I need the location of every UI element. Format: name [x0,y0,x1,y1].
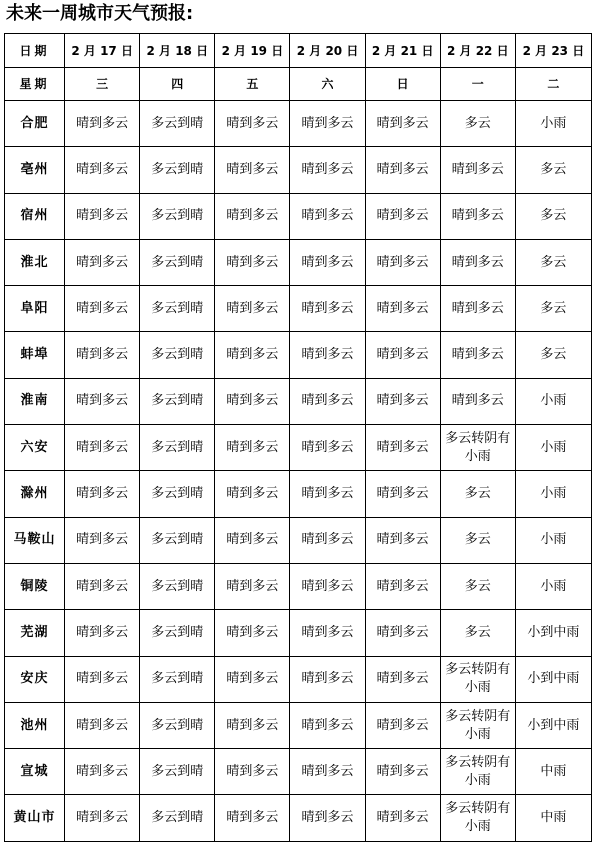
forecast-text: 晴到多云 [301,347,354,363]
forecast-text: 晴到多云 [301,393,354,409]
forecast-cell [65,332,140,378]
forecast-cell [140,749,215,795]
forecast-cell [290,749,365,795]
forecast-cell [515,610,591,656]
forecast-cell [440,332,515,378]
forecast-text: 晴到多云 [76,300,129,316]
forecast-text: 中雨 [540,810,567,826]
forecast-text: 晴到多云 [376,347,429,363]
forecast-cell [365,610,440,656]
forecast-cell [215,332,290,378]
forecast-cell [515,378,591,424]
forecast-text: 小到中雨 [527,624,580,640]
table-row [5,471,592,517]
forecast-cell [365,425,440,471]
forecast-cell [440,286,515,332]
forecast-cell [365,332,440,378]
forecast-text: 多云到晴 [151,532,204,548]
forecast-text: 晴到多云 [301,161,354,177]
forecast-cell [440,378,515,424]
forecast-cell [215,239,290,285]
forecast-cell [65,101,140,147]
forecast-cell [290,795,365,841]
forecast-cell [65,610,140,656]
forecast-cell [215,193,290,239]
forecast-cell [440,517,515,563]
forecast-text: 多云转阴有小雨 [445,801,511,835]
table-row [5,610,592,656]
forecast-cell [365,147,440,193]
forecast-text: 小雨 [540,115,567,131]
date-header-cell: 2 月 23 日 [515,34,591,68]
forecast-cell [290,610,365,656]
forecast-text: 多云 [464,486,491,502]
forecast-cell [215,517,290,563]
city-name-cell: 阜阳 [5,286,65,332]
forecast-cell [215,286,290,332]
forecast-cell [140,517,215,563]
forecast-cell [365,517,440,563]
forecast-cell [215,147,290,193]
city-name-cell: 蚌埠 [5,332,65,378]
forecast-text: 晴到多云 [226,532,279,548]
weekday-header-cell: 二 [515,68,591,101]
forecast-text: 多云转阴有小雨 [445,708,511,742]
forecast-cell [140,193,215,239]
table-row [5,656,592,702]
forecast-text: 多云转阴有小雨 [445,662,511,696]
forecast-text: 晴到多云 [226,439,279,455]
forecast-text: 多云转阴有小雨 [445,430,511,464]
forecast-cell [290,425,365,471]
forecast-text: 多云 [540,347,567,363]
forecast-text: 晴到多云 [301,208,354,224]
forecast-text: 小雨 [540,393,567,409]
forecast-text: 晴到多云 [451,208,504,224]
table-row [5,749,592,795]
table-row [5,286,592,332]
forecast-cell [215,749,290,795]
forecast-text: 多云到晴 [151,347,204,363]
forecast-cell [365,795,440,841]
forecast-cell [290,517,365,563]
weekday-header-row [5,68,592,101]
forecast-cell [515,147,591,193]
table-row [5,378,592,424]
forecast-text: 晴到多云 [376,393,429,409]
forecast-cell [65,193,140,239]
forecast-text: 晴到多云 [376,763,429,779]
forecast-text: 小到中雨 [527,717,580,733]
table-row [5,193,592,239]
forecast-cell [365,378,440,424]
forecast-text: 晴到多云 [301,717,354,733]
forecast-text: 小雨 [540,486,567,502]
city-name-cell: 安庆 [5,656,65,702]
forecast-text: 晴到多云 [226,810,279,826]
weekday-header-cell: 一 [440,68,515,101]
forecast-cell [140,656,215,702]
forecast-text: 多云 [540,208,567,224]
city-name-cell: 马鞍山 [5,517,65,563]
forecast-cell [140,471,215,517]
date-header-row [5,34,592,68]
forecast-text: 晴到多云 [376,115,429,131]
city-name-cell: 淮北 [5,239,65,285]
forecast-cell [65,517,140,563]
city-name-cell: 淮南 [5,378,65,424]
forecast-cell [65,795,140,841]
forecast-text: 晴到多云 [76,254,129,270]
forecast-text: 晴到多云 [301,439,354,455]
forecast-text: 晴到多云 [451,254,504,270]
forecast-cell [65,749,140,795]
forecast-cell [290,378,365,424]
forecast-text: 多云 [464,115,491,131]
forecast-text: 晴到多云 [376,300,429,316]
forecast-text: 多云到晴 [151,208,204,224]
forecast-text: 晴到多云 [226,578,279,594]
forecast-cell [515,332,591,378]
forecast-cell [290,702,365,748]
forecast-text: 晴到多云 [376,717,429,733]
forecast-cell [65,656,140,702]
forecast-cell [65,239,140,285]
forecast-cell [365,656,440,702]
forecast-cell [215,610,290,656]
forecast-cell [515,517,591,563]
forecast-cell [440,147,515,193]
city-name-cell: 铜陵 [5,563,65,609]
table-row [5,425,592,471]
forecast-text: 晴到多云 [76,486,129,502]
forecast-cell [515,795,591,841]
forecast-text: 中雨 [540,763,567,779]
city-name-cell: 亳州 [5,147,65,193]
forecast-text: 晴到多云 [376,161,429,177]
city-name-cell: 滁州 [5,471,65,517]
forecast-cell [440,425,515,471]
forecast-text: 晴到多云 [226,486,279,502]
table-row [5,795,592,841]
forecast-cell [365,101,440,147]
forecast-text: 晴到多云 [226,347,279,363]
forecast-cell [65,147,140,193]
forecast-text: 晴到多云 [76,347,129,363]
forecast-cell [515,702,591,748]
forecast-text: 多云到晴 [151,717,204,733]
forecast-text: 晴到多云 [76,810,129,826]
forecast-cell [290,332,365,378]
forecast-cell [440,101,515,147]
forecast-cell [440,563,515,609]
forecast-text: 晴到多云 [376,810,429,826]
forecast-text: 晴到多云 [226,393,279,409]
forecast-cell [65,471,140,517]
forecast-text: 多云转阴有小雨 [445,754,511,788]
forecast-cell [290,656,365,702]
forecast-cell [140,795,215,841]
forecast-cell [290,563,365,609]
forecast-cell [65,286,140,332]
forecast-text: 晴到多云 [301,486,354,502]
forecast-text: 晴到多云 [226,624,279,640]
forecast-cell [515,656,591,702]
city-name-cell: 芜湖 [5,610,65,656]
forecast-cell [140,147,215,193]
forecast-cell [215,101,290,147]
forecast-cell [140,332,215,378]
forecast-text: 多云到晴 [151,393,204,409]
forecast-text: 晴到多云 [76,393,129,409]
weather-forecast-table [4,33,592,842]
forecast-cell [365,286,440,332]
forecast-text: 晴到多云 [76,763,129,779]
forecast-text: 晴到多云 [301,300,354,316]
forecast-text: 晴到多云 [226,300,279,316]
forecast-text: 晴到多云 [301,254,354,270]
date-header-cell: 2 月 21 日 [365,34,440,68]
forecast-cell [140,286,215,332]
city-name-cell: 宿州 [5,193,65,239]
forecast-text: 晴到多云 [76,532,129,548]
forecast-table-body [5,34,592,842]
forecast-text: 晴到多云 [301,810,354,826]
forecast-text: 多云 [464,532,491,548]
forecast-text: 小雨 [540,532,567,548]
forecast-cell [515,193,591,239]
date-header-cell: 2 月 20 日 [290,34,365,68]
forecast-text: 小雨 [540,578,567,594]
forecast-text: 多云到晴 [151,486,204,502]
date-header-cell: 2 月 17 日 [65,34,140,68]
forecast-text: 小到中雨 [527,671,580,687]
forecast-cell [65,563,140,609]
forecast-text: 晴到多云 [226,763,279,779]
forecast-text: 晴到多云 [376,624,429,640]
forecast-text: 晴到多云 [301,532,354,548]
forecast-cell [440,656,515,702]
forecast-text: 晴到多云 [226,115,279,131]
forecast-text: 多云 [464,624,491,640]
forecast-text: 晴到多云 [76,717,129,733]
forecast-text: 多云到晴 [151,624,204,640]
forecast-text: 晴到多云 [301,671,354,687]
forecast-text: 晴到多云 [76,624,129,640]
forecast-text: 晴到多云 [226,161,279,177]
weekday-header-cell: 六 [290,68,365,101]
forecast-cell [290,193,365,239]
forecast-cell [440,193,515,239]
forecast-text: 晴到多云 [376,208,429,224]
forecast-text: 晴到多云 [376,532,429,548]
forecast-cell [515,286,591,332]
weekday-header-cell: 三 [65,68,140,101]
table-row [5,101,592,147]
forecast-cell [215,563,290,609]
forecast-cell [290,147,365,193]
forecast-text: 多云到晴 [151,578,204,594]
page-title: 未来一周城市天气预报: [6,3,194,24]
forecast-text: 多云到晴 [151,439,204,455]
city-name-cell: 池州 [5,702,65,748]
forecast-cell [215,702,290,748]
forecast-cell [215,425,290,471]
forecast-text: 多云到晴 [151,161,204,177]
forecast-cell [440,749,515,795]
forecast-cell [140,610,215,656]
forecast-text: 晴到多云 [301,115,354,131]
forecast-cell [515,471,591,517]
forecast-cell [140,702,215,748]
forecast-cell [65,425,140,471]
forecast-text: 晴到多云 [301,763,354,779]
forecast-text: 晴到多云 [76,439,129,455]
forecast-cell [515,239,591,285]
date-row-label: 日期 [5,34,65,68]
city-name-cell: 黄山市 [5,795,65,841]
table-row [5,147,592,193]
forecast-text: 晴到多云 [301,624,354,640]
city-name-cell: 宣城 [5,749,65,795]
forecast-text: 晴到多云 [301,578,354,594]
forecast-cell [365,471,440,517]
forecast-text: 多云到晴 [151,671,204,687]
forecast-text: 多云 [540,300,567,316]
forecast-cell [515,425,591,471]
forecast-text: 小雨 [540,439,567,455]
forecast-cell [440,795,515,841]
forecast-cell [440,471,515,517]
forecast-cell [515,563,591,609]
forecast-text: 晴到多云 [226,208,279,224]
forecast-cell [140,425,215,471]
table-row [5,332,592,378]
forecast-cell [65,378,140,424]
table-row [5,702,592,748]
forecast-cell [65,702,140,748]
forecast-cell [215,378,290,424]
forecast-text: 晴到多云 [76,115,129,131]
forecast-cell [365,239,440,285]
table-row [5,239,592,285]
forecast-text: 晴到多云 [451,161,504,177]
forecast-cell [140,239,215,285]
forecast-text: 多云 [540,254,567,270]
city-name-cell: 六安 [5,425,65,471]
forecast-cell [290,471,365,517]
forecast-cell [365,749,440,795]
forecast-cell [290,239,365,285]
forecast-cell [215,795,290,841]
forecast-cell [440,610,515,656]
forecast-text: 晴到多云 [76,161,129,177]
forecast-text: 多云到晴 [151,763,204,779]
forecast-text: 晴到多云 [76,208,129,224]
city-name-cell: 合肥 [5,101,65,147]
forecast-cell [140,378,215,424]
forecast-text: 多云 [540,161,567,177]
forecast-text: 晴到多云 [451,393,504,409]
forecast-text: 晴到多云 [76,578,129,594]
weekday-header-cell: 日 [365,68,440,101]
forecast-text: 多云到晴 [151,254,204,270]
forecast-text: 晴到多云 [451,300,504,316]
forecast-text: 多云到晴 [151,300,204,316]
forecast-text: 晴到多云 [376,486,429,502]
table-row [5,563,592,609]
forecast-cell [290,101,365,147]
forecast-text: 晴到多云 [226,254,279,270]
forecast-cell [140,101,215,147]
forecast-text: 多云到晴 [151,810,204,826]
forecast-text: 多云到晴 [151,115,204,131]
weekday-row-label: 星期 [5,68,65,101]
forecast-text: 晴到多云 [226,717,279,733]
forecast-text: 晴到多云 [451,347,504,363]
forecast-cell [365,702,440,748]
date-header-cell: 2 月 22 日 [440,34,515,68]
forecast-text: 晴到多云 [76,671,129,687]
weekday-header-cell: 四 [140,68,215,101]
weekday-header-cell: 五 [215,68,290,101]
forecast-text: 晴到多云 [226,671,279,687]
forecast-cell [365,193,440,239]
forecast-text: 多云 [464,578,491,594]
forecast-cell [365,563,440,609]
forecast-cell [290,286,365,332]
forecast-text: 晴到多云 [376,578,429,594]
forecast-text: 晴到多云 [376,254,429,270]
forecast-cell [215,471,290,517]
forecast-cell [140,563,215,609]
forecast-cell [515,749,591,795]
forecast-cell [515,101,591,147]
forecast-text: 晴到多云 [376,671,429,687]
table-row [5,517,592,563]
forecast-cell [440,702,515,748]
forecast-cell [215,656,290,702]
date-header-cell: 2 月 18 日 [140,34,215,68]
forecast-cell [440,239,515,285]
forecast-text: 晴到多云 [376,439,429,455]
date-header-cell: 2 月 19 日 [215,34,290,68]
